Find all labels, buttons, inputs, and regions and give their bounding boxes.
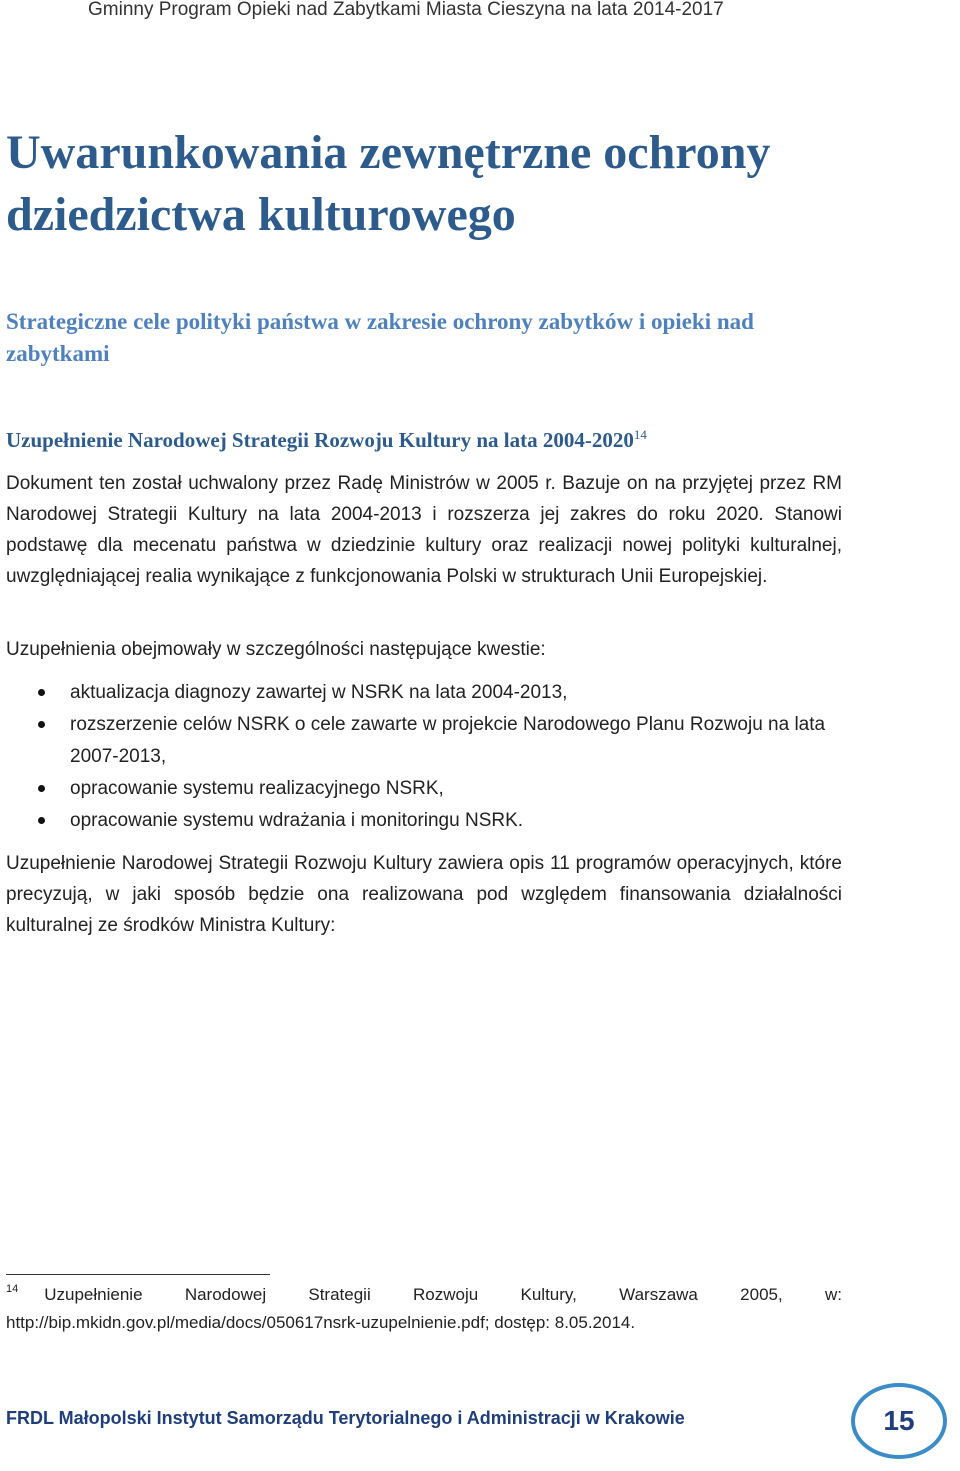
list-item-text: opracowanie systemu realizacyjnego NSRK, <box>70 778 444 799</box>
section-heading <box>6 426 846 454</box>
section-heading-text: Uzupełnienie Narodowej Strategii Rozwoju Kultury na lata 2004-2020 <box>6 428 634 452</box>
list-item-text: opracowanie systemu wdrażania i monitoringu NSRK. <box>70 810 524 831</box>
list-item <box>6 805 842 837</box>
list-item-text: rozszerzenie celów NSRK o cele zawarte w projekcie Narodowego Planu Rozwoju na lata 2007-2013, <box>70 714 826 767</box>
footnote-word: Warszawa <box>619 1285 698 1304</box>
list-item <box>6 773 842 805</box>
footnote-word: Kultury, <box>520 1285 577 1304</box>
footnote-line <box>6 1282 842 1310</box>
footnote-word: Narodowej <box>184 1285 267 1304</box>
footnote-divider <box>6 1274 270 1275</box>
paragraph-list-lead: Uzupełnienia obejmowały w szczególności następujące kwestie: <box>6 639 546 660</box>
chapter-subtitle: Strategiczne cele polityki państwa w zakresie ochrony zabytków i opieki nad zabytkami <box>6 309 754 366</box>
list-item <box>6 677 842 709</box>
bullet-icon <box>38 785 45 792</box>
footer-institution: FRDL Małopolski Instytut Samorządu Terytorialnego i Administracji w Krakowie <box>6 1408 685 1428</box>
list-item-text: aktualizacja diagnozy zawartej w NSRK na lata 2004-2013, <box>70 682 568 703</box>
footnote-word: Strategii <box>308 1285 371 1304</box>
footnote-url-line[interactable]: http://bip.mkidn.gov.pl/media/docs/050617nsrk-uzupelnienie.pdf; dostęp: 8.05.2014. <box>6 1313 636 1332</box>
running-header: Gminny Program Opieki nad Zabytkami Miasta Cieszyna na lata 2014-2017 <box>88 0 724 20</box>
bullet-icon <box>38 817 45 824</box>
bullet-icon <box>38 689 45 696</box>
bullet-icon <box>38 721 45 728</box>
footnote-word: Uzupełnienie <box>44 1285 143 1304</box>
footnote-marker: 14 <box>6 1283 19 1295</box>
paragraph-intro: Dokument ten został uchwalony przez Radę Ministrów w 2005 r. Bazuje on na przyjętej przez RM Narodowej Strategii Kultury na lata 2004-2013 i rozszerza jej zakres do roku 2020. Stanowi podstawę dla mecenatu państwa w dziedzinie kultury oraz realizacji nowej polityki kulturalnej, uwzględniającej realia wynikające z funkcjonowania Polski w strukturach Unii Europejskiej. <box>6 473 842 587</box>
footnote <box>6 1282 842 1336</box>
list-item <box>6 709 842 773</box>
page-title: Uwarunkowania zewnętrzne ochrony dziedzictwa kulturowego <box>6 126 771 241</box>
footnote-reference[interactable]: 14 <box>633 427 647 442</box>
footnote-word: w: <box>825 1285 842 1304</box>
page-number-badge <box>851 1383 947 1459</box>
paragraph-programs: Uzupełnienie Narodowej Strategii Rozwoju Kultury zawiera opis 11 programów operacyjnych, które precyzują, w jaki sposób będzie ona realizowana pod względem finansowania działalności kulturalnej ze środków Ministra Kultury: <box>6 853 842 936</box>
page-number: 15 <box>883 1405 915 1436</box>
footnote-word: 2005, <box>740 1285 783 1304</box>
bullet-list <box>6 677 842 837</box>
footnote-word: Rozwoju <box>413 1285 479 1304</box>
footnote-words <box>44 1282 842 1308</box>
